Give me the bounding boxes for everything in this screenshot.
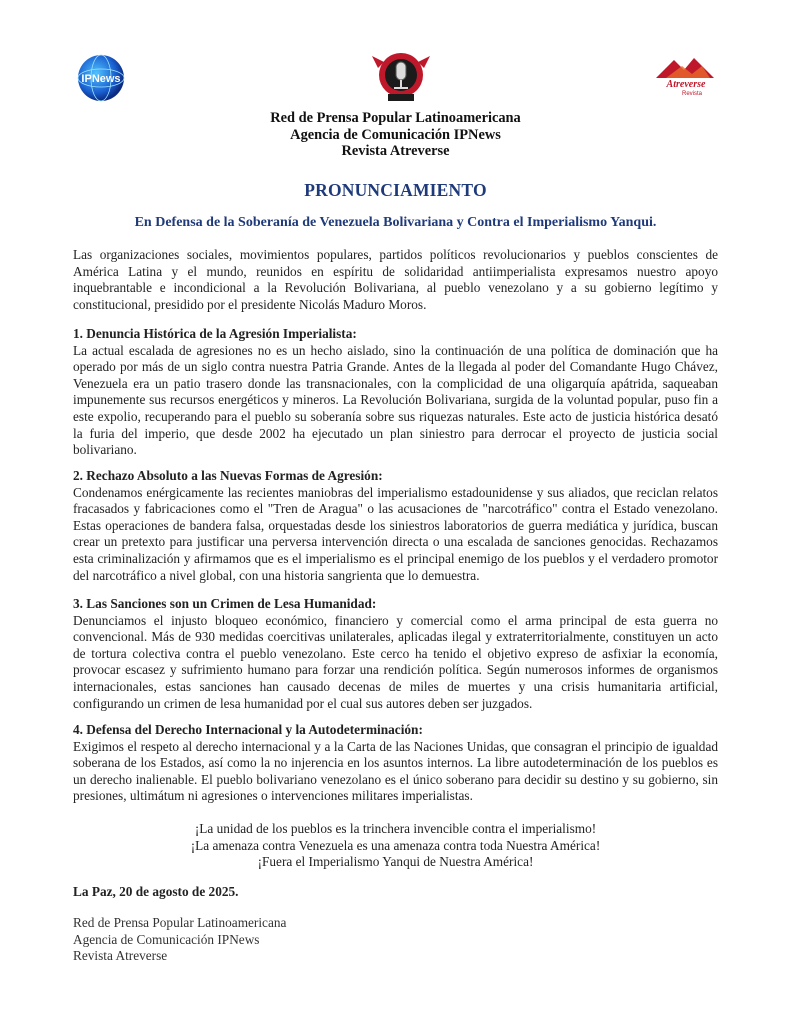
section-text: Condenamos enérgicamente las recientes maniobras del imperialismo estadounidense y sus aliados, que reciclan relatos fracasados y fabricaciones como el "Tren de Aragua" o las acusaciones de "narcotráfico" contra el Estado venezolano. Estas operaciones de bandera falsa, orquestadas desde los siniestros laboratorios de guerra mediática y jurídica, buscan crear un pretexto para justificar una perversa intervención directa o una escalada de sanciones genocidas. Rechazamos esta criminalización y afirmamos que es el imperialismo es el principal enemigo de los pueblos y el verdadero promotor del narcotráfico a nivel global, con una historia sangrienta que lo demuestra. [73, 484, 718, 583]
signature-line: Revista Atreverse [73, 948, 168, 964]
red-prensa-emblem [370, 48, 432, 104]
document-subtitle: En Defensa de la Soberanía de Venezuela Bolivariana y Contra el Imperialismo Yanqui. [134, 215, 657, 230]
intro-paragraph [73, 247, 718, 313]
slogan-line: ¡La unidad de los pueblos es la trinchera invencible contra el imperialismo! [194, 821, 597, 836]
section-3 [73, 596, 718, 712]
section-1 [73, 326, 718, 459]
header-line-1: Red de Prensa Popular Latinoamericana [270, 110, 521, 126]
section-4 [73, 722, 718, 805]
section-title: 1. Denuncia Histórica de la Agresión Imperialista: [73, 326, 357, 341]
section-text: Denunciamos el injusto bloqueo económico, financiero y comercial como el arma principal de esta guerra no convencional. Más de 930 medidas coercitivas unilaterales, aplicadas ilegal y extraterritorialmente, constituyen un acto de tortura colectiva contra el pueblo venezolano. Este cerco ha tenido el objetivo expreso de asfixiar la economía, provocar escasez y sufrimiento humano para forzar una rendición política. Según numerosos informes de organismos internacionales, estas sanciones han causado decenas de miles de muertes y una crisis humanitaria artificial, configurando un crimen de lesa humanidad por el cual sus autores deben ser juzgados. [73, 612, 718, 711]
document-date: La Paz, 20 de agosto de 2025. [73, 884, 239, 899]
header-line-3: Revista Atreverse [341, 143, 450, 159]
svg-text:Atreverse: Atreverse [666, 79, 706, 90]
intro-text: Las organizaciones sociales, movimientos populares, partidos políticos revolucionarios y pueblos conscientes de América Latina y el mundo, reunidos en espíritu de solidaridad antiimperialista expresamos nuestro apoyo inquebrantable e incondicional a la Revolución Bolivariana, al pueblo venezolano y a su gobierno legítimo y constitucional, presidido por el presidente Nicolás Maduro Moros. [73, 247, 718, 312]
section-2 [73, 468, 718, 584]
document-title: PRONUNCIAMIENTO [304, 180, 487, 200]
slogan-line: ¡Fuera el Imperialismo Yanqui de Nuestra América! [257, 854, 534, 870]
svg-text:IPNews: IPNews [81, 73, 121, 85]
ipnews-logo [76, 53, 126, 103]
slogans-block [0, 821, 791, 871]
atreverse-logo [652, 54, 718, 98]
slogan-line: ¡La amenaza contra Venezuela es una amenaza contra toda Nuestra América! [190, 837, 601, 853]
header-line-2: Agencia de Comunicación IPNews [290, 126, 501, 143]
section-title: 3. Las Sanciones son un Crimen de Lesa Humanidad: [73, 596, 377, 611]
signature-line: Red de Prensa Popular Latinoamericana [73, 915, 287, 930]
section-title: 4. Defensa del Derecho Internacional y la Autodeterminación: [73, 722, 423, 737]
svg-text:Revista: Revista [681, 91, 703, 97]
document-header [0, 110, 791, 160]
section-text: La actual escalada de agresiones no es un hecho aislado, sino la continuación de una política de dominación que ha operado por más de un siglo contra nuestra Patria Grande. Antes de la llegada al poder del Comandante Hugo Chávez, Venezuela era un patio trasero donde las transnacionales, con la complicidad de una oligarquía apátrida, saqueaban impunemente sus recursos energéticos y mineros. La Revolución Bolivariana, surgida de la voluntad popular, puso fin a este expolio, recuperando para el pueblo su soberanía sobre sus riquezas naturales. Este acto de justicia histórica desató la furia del imperio, que desde 2002 ha ejecutado un plan siniestro para derrocar el proyecto de justicia social bolivariano. [73, 342, 718, 458]
section-text: Exigimos el respeto al derecho internacional y a la Carta de las Naciones Unidas, que consagran el principio de igualdad soberana de los Estados, así como la no injerencia en los asuntos internos. La libre autodeterminación de los pueblos es un derecho inalienable. El pueblo bolivariano venezolano es el único soberano para decidir su destino y su gobierno, sin presiones, ultimátum ni agresiones o intervenciones militares imperialistas. [73, 738, 718, 804]
section-title: 2. Rechazo Absoluto a las Nuevas Formas de Agresión: [73, 468, 383, 483]
signature-line: Agencia de Comunicación IPNews [73, 931, 260, 947]
signature-block [73, 915, 286, 965]
